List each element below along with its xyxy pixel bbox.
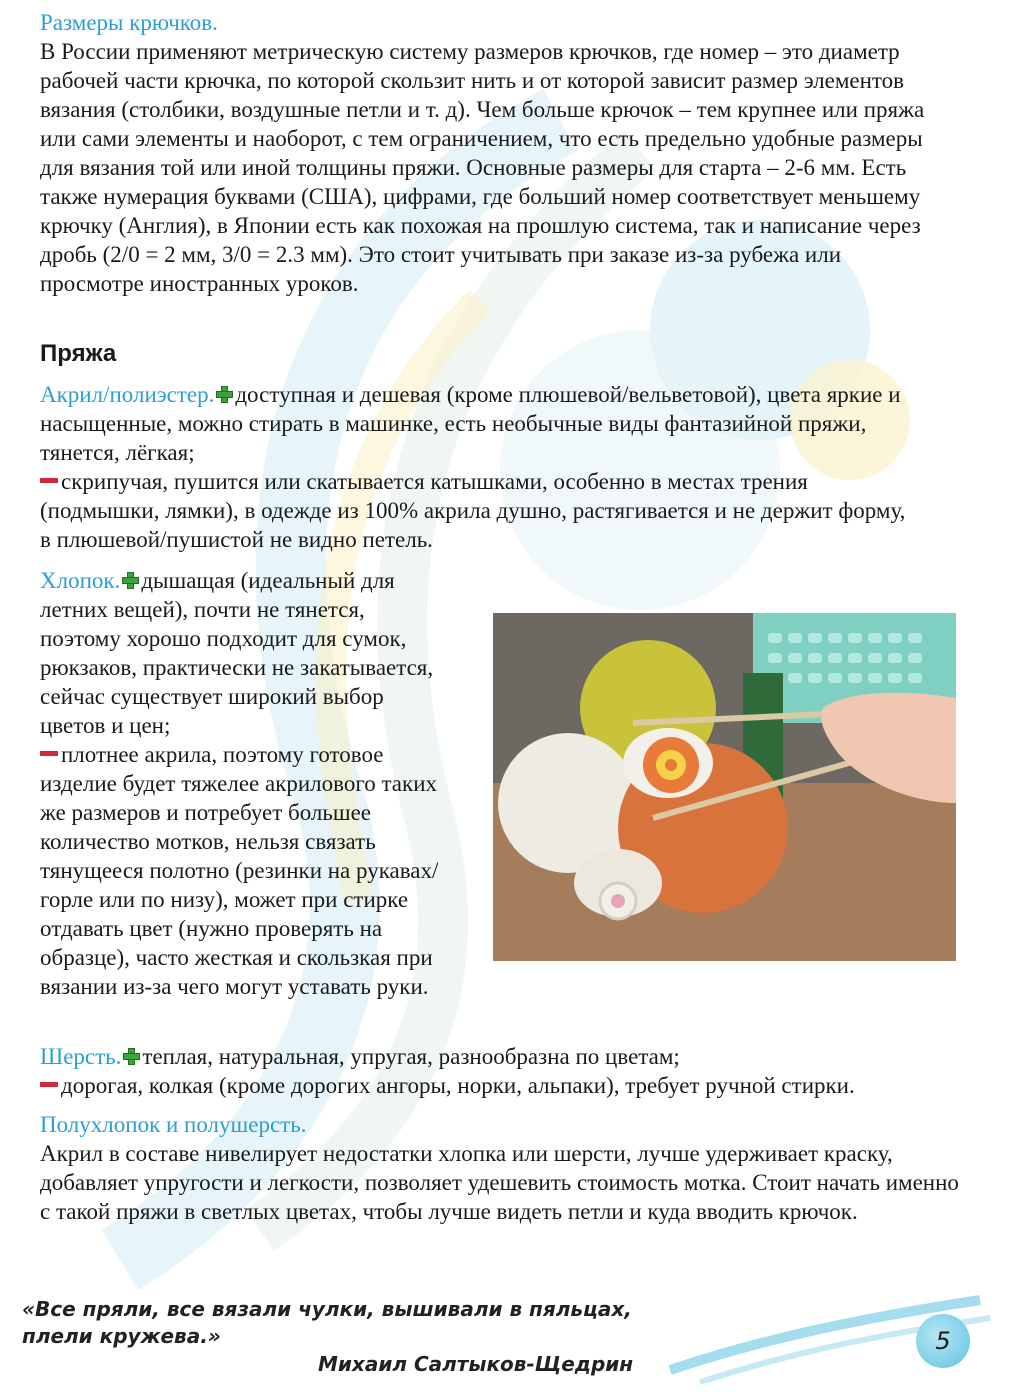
half-body: Акрил в составе нивелирует недостатки хлопка или шерсти, лучше удерживает краску, добавляет упругости и легкости, позволяет удешевить стоимость мотка. Стоит начать именно с такой пряжи в светлых цветах, чтобы лучше видеть петли и куда вводить крючок. [40, 1141, 959, 1224]
yarn-heading: Пряжа [40, 340, 117, 367]
cotton-cons: плотнее акрила, поэтому готовое изделие будет тяжелее акрилового таких же размеров и потребует большее количество мотков, нельзя связать тянущееся полотно (резинки на рукавах/горле или по низу), может при стирке отдавать цвет (нужно проверять на образце), часто жесткая и скользкая при вязании из-за чего могут уставать руки. [40, 742, 439, 999]
cotton-section [40, 566, 445, 1001]
plus-icon [122, 572, 139, 589]
footer-quote: «Все пряли, все вязали чулки, вышивали в пяльцах, плели кружева.» [22, 1297, 632, 1348]
hooks-body: В России применяют метрическую систему размеров крючков, где номер – это диаметр рабочей части крючка, по которой скользит нить и от которой зависит размер элементов вязания (столбики, воздушные петли и т. д). Чем больше крючок – тем крупнее или пряжа или сами элементы и наоборот, с тем ограничением, что есть предельно удобные размеры для вязания той или иной толщины пряжи. Основные размеры для старта – 2-6 мм. Есть также нумерация буквами (США), цифрами, где больший номер соответствует меньшему крючку (Англия), в Японии есть как похожая на прошлую система, так и написание через дробь (2/0 = 2 мм, 3/0 = 2.3 мм). Это стоит учитывать при заказе из-за рубежа или просмотре иностранных уроков. [40, 39, 925, 296]
wool-cons: дорогая, колкая (кроме дорогих ангоры, норки, альпаки), требует ручной стирки. [61, 1073, 855, 1098]
acrylic-title: Акрил/полиэстер. [40, 382, 215, 407]
acrylic-cons: скрипучая, пушится или скатывается катышками, особенно в местах трения (подмышки, лямки), в одежде из 100% акрила душно, растягивается и не держит форму, в плюшевой/пушистой не видно петель. [40, 469, 906, 552]
plus-icon [216, 386, 233, 403]
cotton-title: Хлопок. [40, 568, 121, 593]
minus-icon [40, 751, 58, 756]
page-number: 5 [916, 1314, 970, 1368]
hooks-title: Размеры крючков. [40, 10, 218, 35]
minus-icon [40, 478, 58, 483]
minus-icon [40, 1082, 58, 1087]
yarn-photo [493, 613, 956, 961]
plus-icon [123, 1048, 140, 1065]
footer-author: Михаил Салтыков-Щедрин [318, 1352, 634, 1376]
wool-pros: теплая, натуральная, упругая, разнообразна по цветам; [142, 1044, 680, 1069]
acrylic-pros: доступная и дешевая (кроме плюшевой/вельветовой), цвета яркие и насыщенные, можно стирать в машинке, есть необычные виды фантазийной пряжи, тянется, лёгкая; [40, 382, 901, 465]
cotton-pros: дышащая (идеальный для летних вещей), почти не тянется, поэтому хорошо подходит для сумок, рюкзаков, практически не закатывается, сейчас существует широкий выбор цветов и цен; [40, 568, 434, 738]
wool-section [40, 1042, 970, 1100]
acrylic-section [40, 380, 920, 554]
wool-title: Шерсть. [40, 1044, 122, 1069]
half-title: Полухлопок и полушерсть. [40, 1112, 307, 1137]
